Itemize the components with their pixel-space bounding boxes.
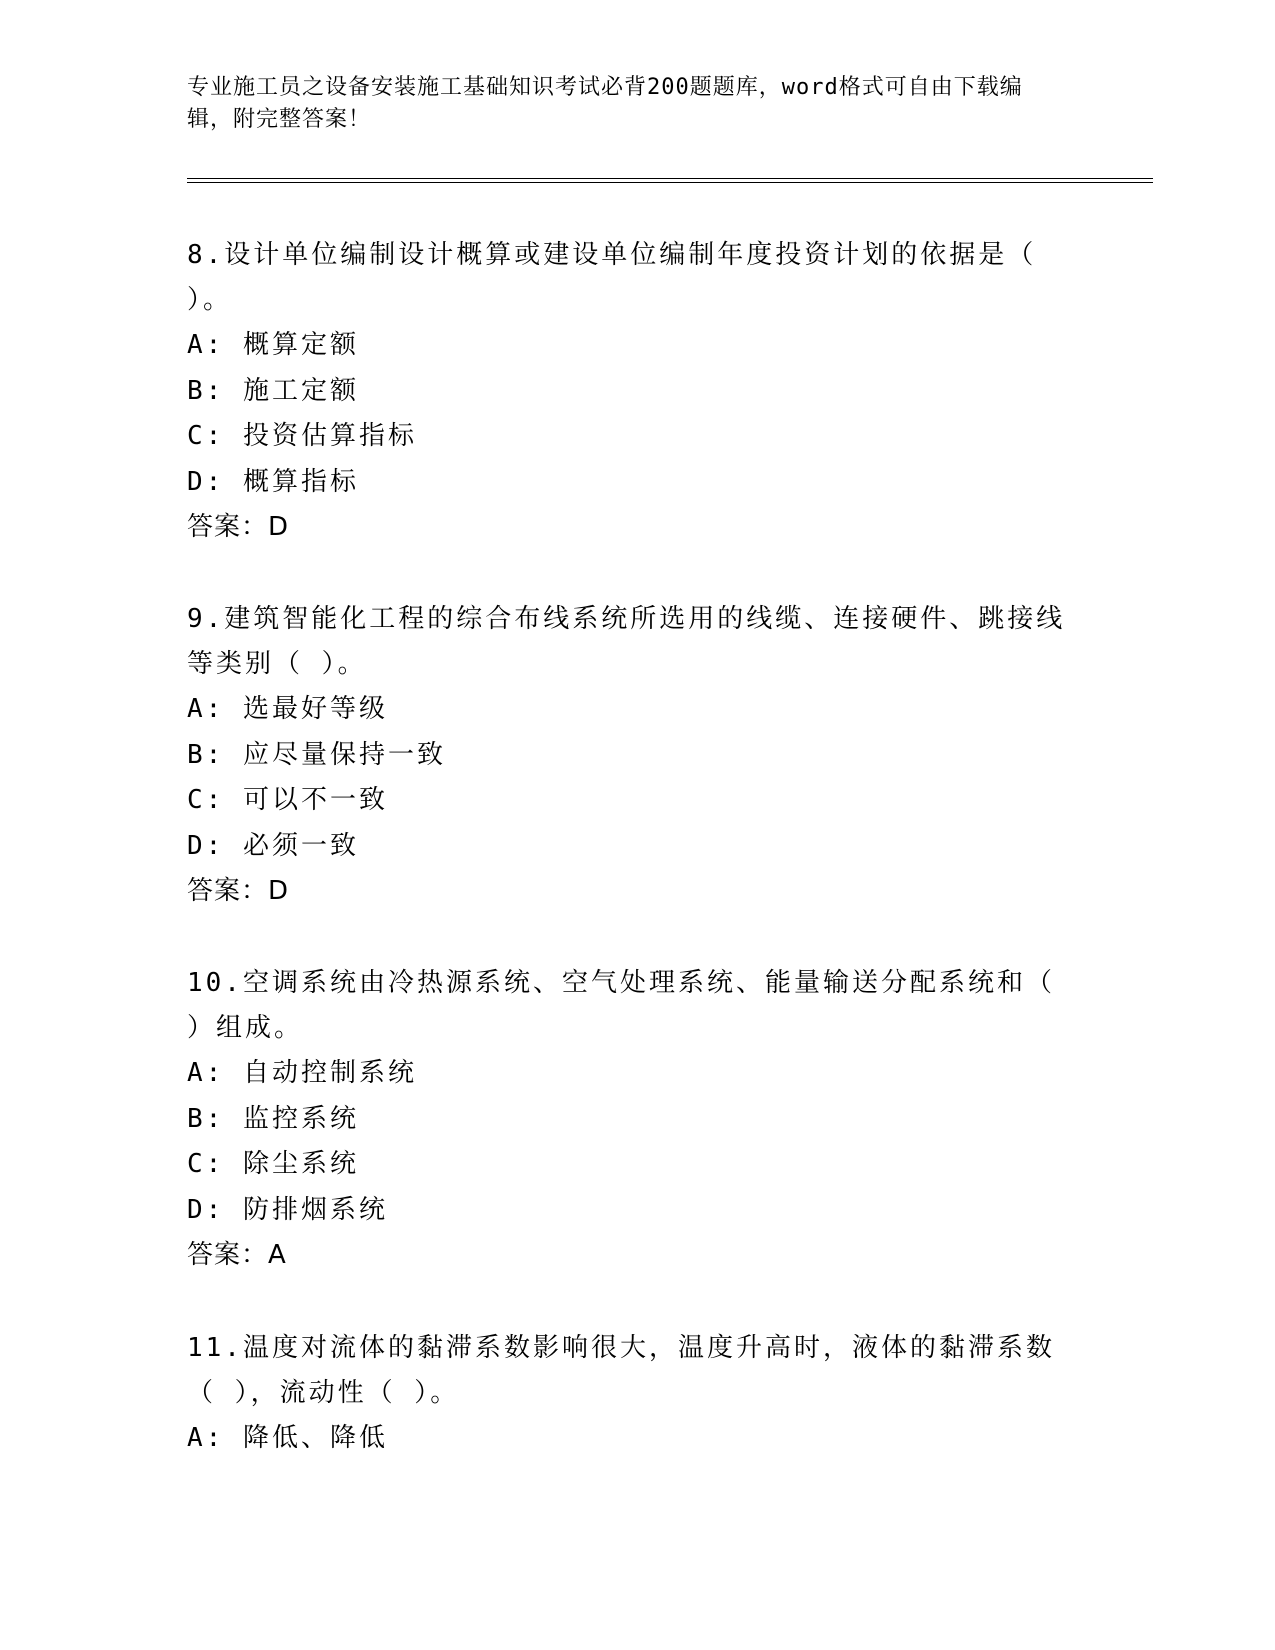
option-a: A: 概算定额	[187, 330, 359, 360]
option-a: A: 选最好等级	[187, 694, 388, 724]
question-8	[187, 233, 1067, 550]
option-d: D: 防排烟系统	[187, 1194, 388, 1225]
answer: 答案：D	[187, 876, 290, 906]
answer: 答案：D	[187, 512, 290, 542]
header-rule-bottom	[187, 182, 1153, 183]
question-9	[187, 597, 1067, 914]
option-c: C: 可以不一致	[187, 785, 388, 815]
option-b: B: 应尽量保持一致	[187, 739, 446, 770]
question-stem: 8.设计单位编制设计概算或建设单位编制年度投资计划的依据是（ ）。	[187, 240, 1037, 315]
document-header: 专业施工员之设备安装施工基础知识考试必背200题题库，word格式可自由下载编辑，附完整答案！	[187, 75, 1023, 132]
question-stem: 11.温度对流体的黏滞系数影响很大，温度升高时，液体的黏滞系数（ ），流动性（ ）。	[187, 1333, 1055, 1408]
option-c: C: 除尘系统	[187, 1149, 359, 1179]
option-a: A: 自动控制系统	[187, 1058, 417, 1088]
option-a: A: 降低、降低	[187, 1423, 388, 1453]
option-d: D: 必须一致	[187, 830, 359, 861]
question-11	[187, 1326, 1067, 1462]
option-b: B: 监控系统	[187, 1103, 359, 1134]
header-rule-top	[187, 178, 1153, 179]
option-d: D: 概算指标	[187, 466, 359, 497]
question-stem: 9.建筑智能化工程的综合布线系统所选用的线缆、连接硬件、跳接线等类别（ ）。	[187, 604, 1066, 679]
question-stem: 10.空调系统由冷热源系统、空气处理系统、能量输送分配系统和（ ）组成。	[187, 968, 1055, 1043]
answer: 答案：A	[187, 1240, 287, 1270]
option-c: C: 投资估算指标	[187, 421, 417, 451]
option-b: B: 施工定额	[187, 375, 359, 406]
question-10	[187, 961, 1067, 1278]
